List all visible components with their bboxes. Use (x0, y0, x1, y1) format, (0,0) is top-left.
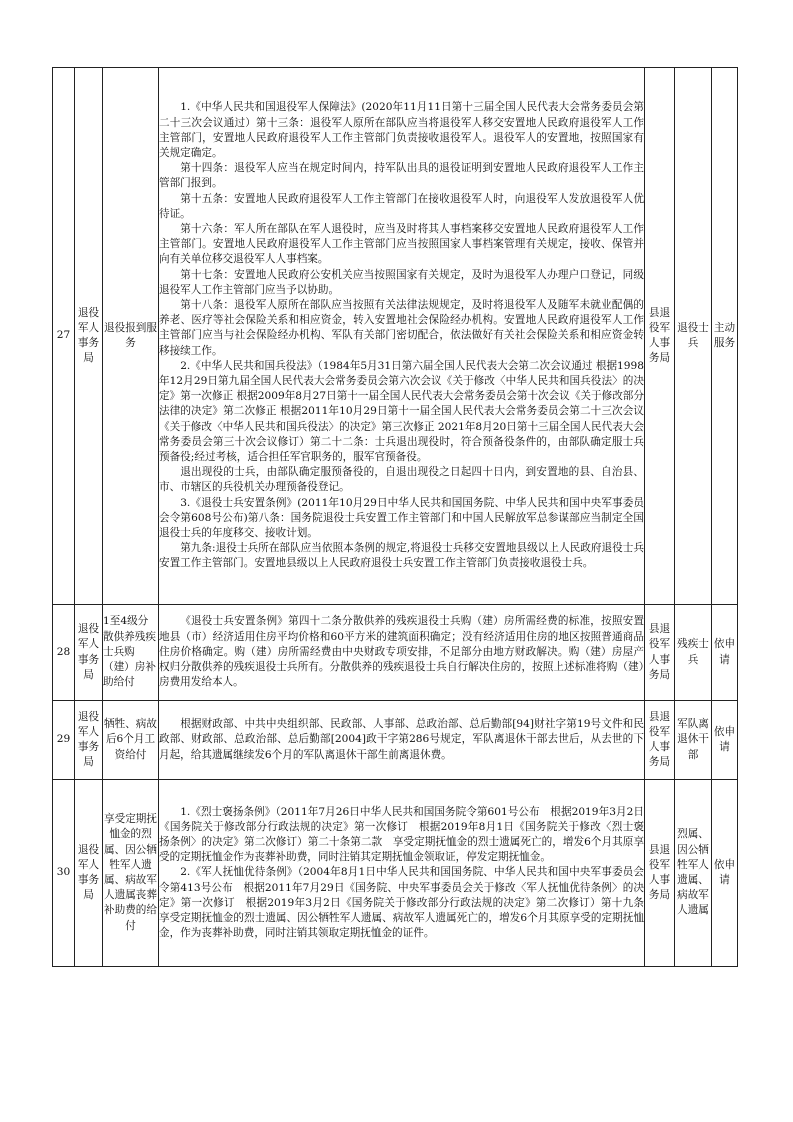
legal-basis-cell (159, 780, 655, 967)
service-item-cell: 享受定期抚恤金的烈属、因公牺牲军人遗属、病故军人遗属丧葬补助费的给付 (103, 780, 159, 967)
table-row (53, 701, 738, 780)
service-type-cell: 依申请 (712, 701, 738, 780)
responsible-subject-cell: 县退役军人事务局 (645, 780, 675, 967)
service-target-cell: 烈属、因公牺牲军人遗属、病故军人遗属 (675, 780, 712, 967)
legal-paragraph: 退出现役的士兵，由部队确定服预备役的，自退出现役之日起四十日内，到安置地的县、自治县、市、市辖区的兵役机关办理预备役登记。 (159, 466, 644, 494)
legal-paragraph: 根据财政部、中共中央组织部、民政部、人事部、总政治部、总后勤部[94]财社字第19号文件和民政部、财政部、总政治部、总后勤部[2004]政干字第286号规定，军队离退休干部去世后，从去世的下月起，给其遗属继续发6个月的军队离退休干部生前离退休费。 (159, 718, 644, 761)
service-item-cell: 牺牲、病故后6个月工资给付 (103, 701, 159, 780)
responsible-subject-cell: 县退役军人事务局 (645, 68, 675, 605)
row-number: 28 (53, 605, 75, 701)
legal-paragraph: 第十七条：安置地人民政府公安机关应当按照国家有关规定，及时为退役军人办理户口登记，同级退役军人工作主管部门应当予以协助。 (159, 268, 644, 296)
legal-paragraph: 《退役士兵安置条例》第四十二条分散供养的残疾退役士兵购（建）房所需经费的标准，按照安置地县（市）经济适用住房平均价格和60平方米的建筑面积确定；没有经济适用住房的地区按照普通商品住房价格确定。购（建）房所需经费由中央财政专项安排，不足部分由地方财政解决。购（建）房屋产权归分散供养的残疾退役士兵所有。分散供养的残疾退役士兵自行解决住房的，按照上述标准将购（建）房费用发给本人。 (159, 615, 644, 689)
service-table (52, 67, 738, 967)
legal-paragraph: 第十四条：退役军人应当在规定时间内，持军队出具的退役证明到安置地人民政府退役军人工作主管部门报到。 (159, 162, 644, 190)
table-row (53, 68, 738, 605)
service-type-cell: 依申请 (712, 605, 738, 701)
legal-paragraph: 第十五条：安置地人民政府退役军人工作主管部门在接收退役军人时，向退役军人发放退役军人优待证。 (159, 192, 644, 220)
row-number: 29 (53, 701, 75, 780)
table-row (53, 605, 738, 701)
table-row (53, 780, 738, 967)
service-type-cell: 主动服务 (712, 68, 738, 605)
legal-paragraph: 1.《烈士褒扬条例》（2011年7月26日中华人民共和国国务院令第601号公布 根据2019年3月2日《国务院关于修改部分行政法规的决定》第一次修订 根据2019年8月1日《国务院关于修改〈烈士褒扬条例〉的决定》第二次修订）第二十条第二款 享受定期抚恤金的烈士遗属死亡的，增发6个月其原享受的定期抚恤金作为丧葬补助费，同时注销其定期抚恤金领取证，停发定期抚恤金。 (159, 805, 644, 864)
service-target-cell: 残疾士兵 (675, 605, 712, 701)
service-target-cell: 军队离退休干部 (675, 701, 712, 780)
legal-paragraph: 第九条:退役士兵所在部队应当依照本条例的规定,将退役士兵移交安置地县级以上人民政府退役士兵安置工作主管部门。安置地县级以上人民政府退役士兵安置工作主管部门负责接收退役士兵。 (159, 542, 644, 570)
department-cell: 退役军人事务局 (75, 780, 103, 967)
service-item-cell: 1至4级分散供养残疾士兵购（建）房补助给付 (103, 605, 159, 701)
service-type-cell: 依申请 (712, 780, 738, 967)
responsible-subject-cell: 县退役军人事务局 (645, 701, 675, 780)
department-cell: 退役军人事务局 (75, 68, 103, 605)
row-number: 30 (53, 780, 75, 967)
legal-paragraph: 3.《退役士兵安置条例》(2011年10月29日中华人民共和国国务院、中华人民共和国中央军事委员会令第608号公布)第八条：国务院退役士兵安置工作主管部门和中国人民解放军总参谋部应当制定全国退役士兵的年度移交、接收计划。 (159, 496, 644, 540)
legal-basis-cell (159, 605, 645, 701)
service-item-cell: 退役报到服务 (103, 68, 159, 605)
legal-paragraph: 第十八条：退役军人原所在部队应当按照有关法律法规规定，及时将退役军人及随军未就业配偶的养老、医疗等社会保险关系和相应资金，转入安置地社会保险经办机构。安置地人民政府退役军人工作主管部门应当与社会保险经办机构、军队有关部门密切配合，依法做好有关社会保险关系和相应资金转移接续工作。 (159, 298, 644, 357)
legal-paragraph: 第十六条：军人所在部队在军人退役时，应当及时将其人事档案移交安置地人民政府退役军人工作主管部门。安置地人民政府退役军人工作主管部门应当按照国家人事档案管理有关规定，接收、保管并向有关单位移交退役军人人事档案。 (159, 222, 644, 266)
service-target-cell: 退役士兵 (675, 68, 712, 605)
responsible-subject-cell: 县退役军人事务局 (645, 605, 675, 701)
department-cell: 退役军人事务局 (75, 701, 103, 780)
row-number: 27 (53, 68, 75, 605)
legal-basis-cell (159, 701, 645, 780)
legal-paragraph: 2.《军人抚恤优待条例》（2004年8月1日中华人民共和国国务院、中华人民共和国中央军事委员会令第413号公布 根据2011年7月29日《国务院、中央军事委员会关于修改〈军人抚恤优待条例〉的决定》第一次修订 根据2019年3月2日《国务院关于修改部分行政法规的决定》第二次修订）第十九条 享受定期抚恤金的烈士遗属、因公牺牲军人遗属、病故军人遗属死亡的，增发6个月其原享受的定期抚恤金，作为丧葬补助费，同时注销其领取定期抚恤金的证件。 (159, 866, 655, 940)
legal-paragraph: 2.《中华人民共和国兵役法》（1984年5月31日第六届全国人民代表大会第二次会议通过 根据1998年12月29日第九届全国人民代表大会常务委员会第六次会议《关于修改〈中华人民共和国兵役法〉的决定》第一次修正 根据2009年8月27日第十一届全国人民代表大会常务委员会第十次会议《关于修改部分法律的决定》第二次修正 根据2011年10月29日第十一届全国人民代表大会常务委员会第二十三次会议《关于修改〈中华人民共和国兵役法〉的决定》第三次修正 2021年8月20日第十三届全国人民代表大会常务委员会第三十次会议修订）第二十二条：士兵退出现役时，符合预备役条件的，由部队确定服士兵预备役;经过考核，适合担任军官职务的，服军官预备役。 (159, 359, 644, 464)
legal-paragraph: 1.《中华人民共和国退役军人保障法》(2020年11月11日第十三届全国人民代表大会常务委员会第二十三次会议通过）第十三条：退役军人原所在部队应当将退役军人移交安置地人民政府退役军人工作主管部门，安置地人民政府退役军人工作主管部门负责接收退役军人。退役军人的安置地，按照国家有关规定确定。 (159, 101, 644, 159)
department-cell: 退役军人事务局 (75, 605, 103, 701)
legal-basis-cell (159, 68, 645, 605)
